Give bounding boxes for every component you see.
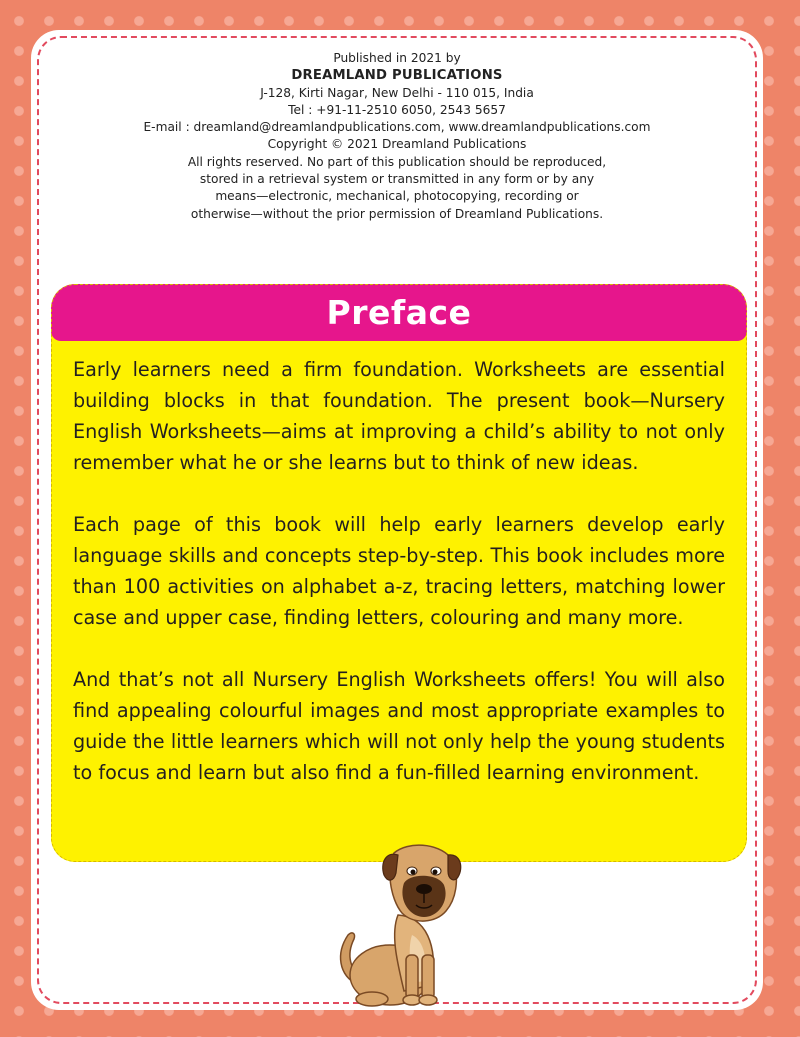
publisher-name: DREAMLAND PUBLICATIONS bbox=[291, 68, 503, 84]
preface-paragraph: And that’s not all Nursery English Worksheets offers! You will also find appealing colourful images and most appropriate examples to guide the little learners which will not only help the young students to focus and learn but also find a fun-filled learning environment. bbox=[73, 668, 725, 784]
dog-icon bbox=[328, 835, 464, 1010]
preface-panel bbox=[51, 284, 747, 862]
publisher-phone: Tel : +91-11-2510 6050, 2543 5657 bbox=[288, 102, 506, 117]
preface-paragraph: Each page of this book will help early learners develop early language skills and concepts step-by-step. This book includes more than 100 activities on alphabet a-z, tracing letters, matching lower case and upper case, finding letters, colouring and many more. bbox=[73, 513, 725, 629]
copyright-line: Copyright © 2021 Dreamland Publications bbox=[267, 137, 527, 152]
imprint-block bbox=[31, 50, 763, 223]
preface-title: Preface bbox=[326, 293, 472, 332]
published-line: Published in 2021 by bbox=[333, 51, 461, 65]
publisher-contact: E-mail : dreamland@dreamlandpublications.com, www.dreamlandpublications.com bbox=[143, 120, 651, 135]
publisher-address: J-128, Kirti Nagar, New Delhi - 110 015, India bbox=[260, 85, 534, 100]
preface-paragraph: Early learners need a firm foundation. Worksheets are essential building blocks in that foundation. The present book—Nursery English Worksheets—aims at improving a child’s ability to not only remember what he or she learns but to think of new ideas. bbox=[73, 358, 725, 474]
rights-notice: All rights reserved. No part of this publication should be reproduced, stored in a retrieval system or transmitted in any form or by any means—electronic, mechanical, photocopying, recording or otherwise—without the prior permission of Dreamland Publications. bbox=[187, 154, 607, 221]
preface-body bbox=[51, 341, 747, 788]
preface-header bbox=[51, 284, 747, 341]
